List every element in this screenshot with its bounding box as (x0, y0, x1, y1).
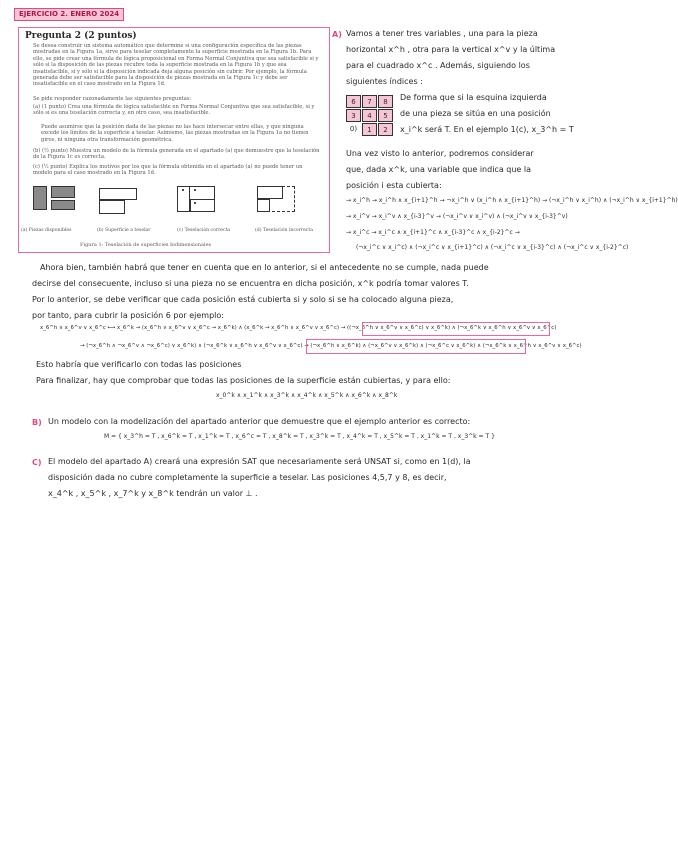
para-2: decirse del consecuente, incluso si una pieza no se encuentra en dicha posición, x^k podría tomar valores T. (32, 279, 469, 288)
problem-part-a: (a) (1 punto) Crea una fórmula de lógica satisfacible en Forma Normal Conjuntiva que sea satisfacible, si y sólo si es una teselación correcta y, en otro caso, sea insatisfacible. (33, 104, 315, 117)
answer-c-label: C) (32, 458, 42, 467)
figure-caption: Figura 1: Teselación de superficies bidimensionales (80, 242, 212, 248)
problem-intro: Se desea construir un sistema automático que determine si una configuración específica de las piezas mostradas en la Figura 1a, sirve para teselar completamente la superficie mostrada en la Figura 1b. Para ello, se pide crear una fórmula de lógica proposicional en Forma Normal Conjuntiva que sea satisfacible si y sólo si la disposición de las piezas recubre toda la superficie mostrada en la Figura 1b y que sea insatisfacible, si y sólo si la disposición indicada deja alguna posición sin cubrir. Por ejemplo, la fórmula generada debe ser satisfacible para la disposición de piezas mostrada en la Figura 1c y debe ser insatisfacible en el caso mostrado en la Figura 1d. (33, 43, 319, 88)
header-tag: EJERCICIO 2. ENERO 2024 (14, 8, 124, 21)
formula-square: → x_i^c → x_i^c ∧ x_{i+1}^c ∧ x_{i-3}^c ∧ x_{i-2}^c → (346, 229, 520, 236)
caption-b: (b) Superficie a teselar (97, 228, 151, 233)
answer-b-model: M = { x_3^h = T , x_6^k = T , x_1^k = T , x_6^c = T , x_8^k = T , x_3^k = T , x_4^k = T , x_5^k = T , x_1^k = T , x_3^k = T } (104, 433, 495, 440)
problem-part-a-note: Puede asumirse que la posición dada de las piezas no las hace intersecar entre ellas, y que ninguna excede los límites de la superficie a teselar. Asimismo, las piezas mostradas en la Figura 1a no tienen giros, ni ninguna otra transformación geométrica. (41, 124, 309, 143)
answer-c-line-2: disposición dada no cubre completamente la superficie a teselar. Las posiciones 4,5,7 y 8, es decir, (48, 473, 447, 482)
grid-cell-8: 8 (378, 95, 393, 108)
caption-c: (c) Teselación correcta (177, 228, 231, 233)
grid-cell-5: 5 (378, 109, 393, 122)
answer-a-line-5: Una vez visto lo anterior, podremos considerar (346, 149, 534, 158)
para-5: Esto habría que verificarlo con todas las posiciones (36, 360, 242, 369)
para-4: por tanto, para cubrir la posición 6 por ejemplo: (32, 311, 224, 320)
para-3: Por lo anterior, se debe verificar que cada posición está cubierta si y solo si se ha colocado alguna pieza, (32, 295, 454, 304)
highlight-box-1 (362, 322, 550, 336)
grid-cell-1: 1 (362, 123, 377, 136)
equivalence-line-1: x_6^h ∨ x_6^v ∨ x_6^c ⟷ x_6^k → (x_6^h ∨ x_6^v ∨ x_6^c → x_6^k) ∧ (x_6^k → x_6^h ∨ x_6^v ∨ x_6^c) → ((¬x_6^h ∨ x_6^v ∨ x_6^c) ∨ x_6^k) ∧ (¬x_6^k ∨ x_6^h ∨ x_6^v ∨ x_6^c) (40, 325, 557, 331)
answer-a-line-6: que, dada x^k, una variable que indica que la (346, 165, 532, 174)
final-formula: x_0^k ∧ x_1^k ∧ x_3^k ∧ x_4^k ∧ x_5^k ∧ x_6^k ∧ x_8^k (216, 392, 398, 399)
grid-text-3: x_i^k será T. En el ejemplo 1(c), x_3^h = T (400, 125, 574, 134)
problem-subintro: Se pide responder razonadamente las siguientes preguntas: (33, 96, 192, 102)
highlight-box-2 (306, 339, 526, 354)
formula-square-cnf: (¬x_i^c ∨ x_i^c) ∧ (¬x_i^c ∨ x_{i+1}^c) ∧ (¬x_i^c ∨ x_{i-3}^c) ∧ (¬x_i^c ∨ x_{i-2}^c) (356, 244, 629, 251)
formula-vertical: → x_i^v → x_i^v ∧ x_{i-3}^v → (¬x_i^v ∨ x_i^v) ∧ (¬x_i^v ∨ x_{i-3}^v) (346, 213, 568, 220)
answer-c-line-1: El modelo del apartado A) creará una expresión SAT que necesariamente será UNSAT si, como en 1(d), la (48, 457, 471, 466)
formula-horizontal: → x_i^h → x_i^h ∧ x_{i+1}^h → ¬x_i^h ∨ (x_i^h ∧ x_{i+1}^h) → (¬x_i^h ∨ x_i^h) ∧ (¬x_i^h ∨ x_{i+1}^h) (346, 197, 678, 204)
para-1: Ahora bien, también habrá que tener en cuenta que en lo anterior, si el antecedente no se cumple, nada puede (40, 263, 489, 272)
answer-c-line-3: x_4^k , x_5^k , x_7^k y x_8^k tendrán un valor ⊥ . (48, 489, 258, 498)
grid-cell-4: 4 (362, 109, 377, 122)
problem-box (18, 27, 330, 253)
answer-b-line-1: Un modelo con la modelización del apartado anterior que demuestre que el ejemplo anterior es correcto: (48, 417, 471, 426)
answer-a-line-4: siguientes índices : (346, 77, 423, 86)
grid-text-1: De forma que si la esquina izquierda (400, 93, 547, 102)
problem-part-c: (c) (½ punto) Explica los motivos por los que la fórmula obtenida en el apartado (a) no puede tener un modelo para el caso mostrado en la Figura 1d. (33, 164, 303, 177)
problem-part-b: (b) (½ punto) Muestra un modelo de la fórmula generada en el apartado (a) que demuestre que la teselación de la Figura 1c es correcta. (33, 148, 320, 161)
answer-a-line-1: Vamos a tener tres variables , una para la pieza (346, 29, 538, 38)
equivalence-line-2: → (¬x_6^h ∧ ¬x_6^v ∧ ¬x_6^c) ∨ x_6^k) ∧ (¬x_6^k ∨ x_6^h ∨ x_6^v ∨ x_6^c) → (¬x_6^h ∨ x_6^k) ∧ (¬x_6^v ∨ x_6^k) ∧ (¬x_6^c ∨ x_6^k) ∧ (¬x_6^k ∨ x_6^h ∨ x_6^v ∨ x_6^c) (80, 343, 582, 349)
caption-a: (a) Piezas disponibles (21, 228, 72, 233)
grid-cell-7: 7 (362, 95, 377, 108)
grid-cell-6: 6 (346, 95, 361, 108)
caption-d: (d) Teselación incorrecta (255, 228, 313, 233)
problem-title: Pregunta 2 (2 puntos) (25, 31, 137, 41)
answer-a-line-7: posición i esta cubierta: (346, 181, 442, 190)
grid-cell-2: 2 (378, 123, 393, 136)
answer-b-label: B) (32, 418, 42, 427)
grid-cell-3: 3 (346, 109, 361, 122)
answer-a-label: A) (332, 30, 342, 39)
para-6: Para finalizar, hay que comprobar que todas las posiciones de la superficie están cubiertas, y para ello: (36, 376, 451, 385)
answer-a-line-2: horizontal x^h , otra para la vertical x^v y la última (346, 45, 556, 54)
answer-a-line-3: para el cuadrado x^c . Además, siguiendo los (346, 61, 530, 70)
grid-text-2: de una pieza se sitúa en una posición (400, 109, 551, 118)
grid-side-label: 0) (346, 123, 361, 136)
